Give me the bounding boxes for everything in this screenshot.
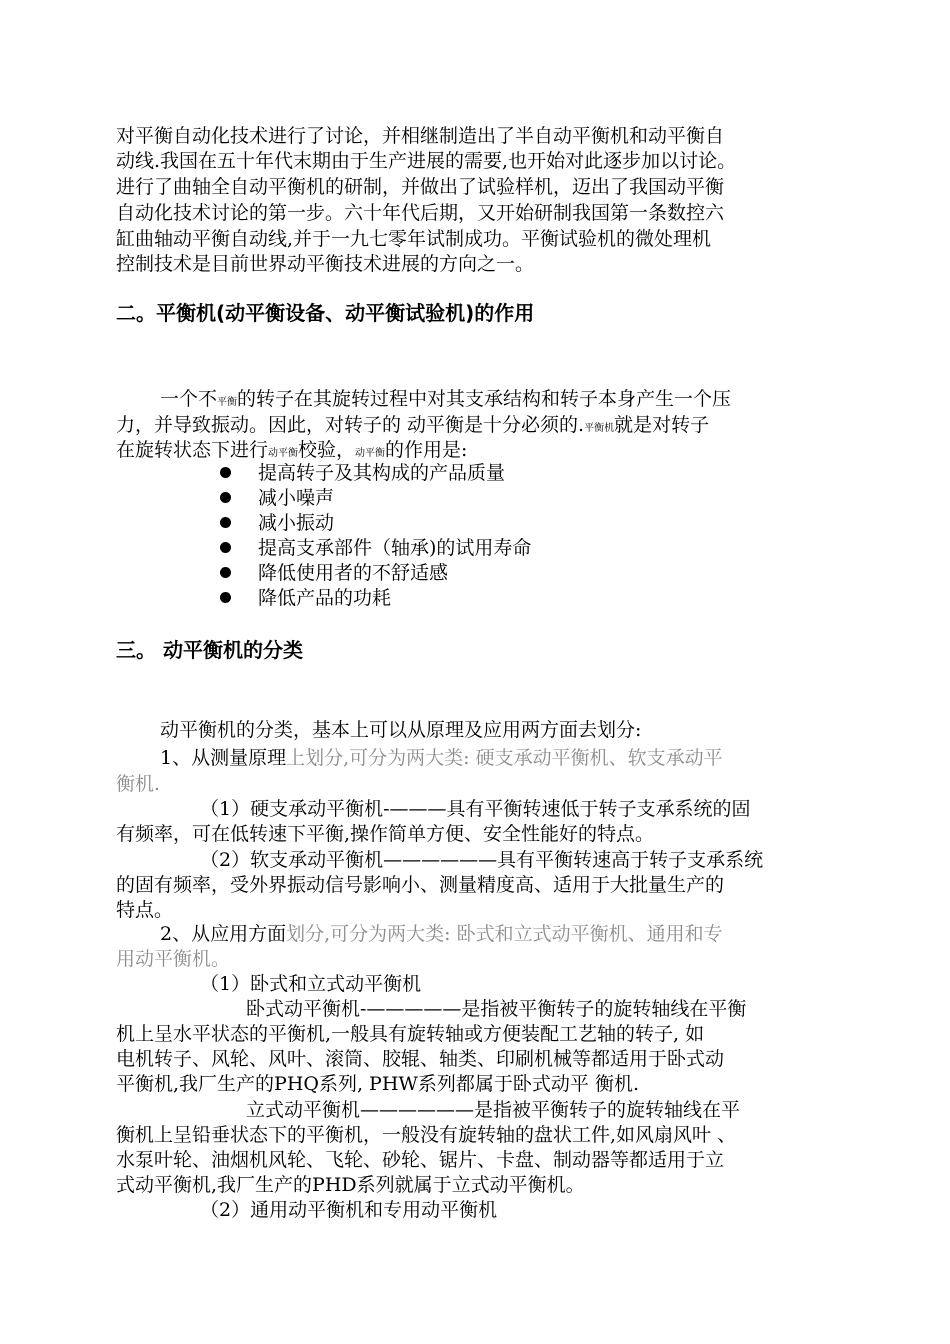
intro-line-1: 对平衡自动化技术进行了讨论，并相继制造出了半自动平衡机和动平衡自 [116, 125, 725, 147]
text-run: 就是对转子 [614, 414, 710, 436]
section-3-line: 立式动平衡机——————是指被平衡转子的旋转轴线在平 [246, 1099, 741, 1121]
section-3-line: （1）卧式和立式动平衡机 [200, 973, 422, 995]
bullet-item: 提高转子及其构成的产品质量 [258, 462, 506, 484]
bullet-dot [220, 592, 231, 603]
bullet-item: 降低使用者的不舒适感 [258, 562, 449, 584]
small-text-run: 动平衡 [355, 448, 386, 459]
section-3-line: 卧式动平衡机-—————是指被平衡转子的旋转轴线在平衡 [246, 998, 747, 1020]
section-3-line: 式动平衡机,我厂生产的PHD系列就属于立式动平衡机。 [116, 1174, 585, 1196]
text-run: 力，并导致振动。因此，对转子的 动平衡是十分必须的. [116, 414, 585, 436]
section-2-para-line-2 [116, 413, 709, 441]
section-3-line: 衡机上呈铅垂状态下的平衡机，一般没有旋转轴的盘状工件,如风扇风叶 、 [116, 1124, 737, 1146]
text-run: 在旋转状态下进行 [116, 439, 269, 461]
bullet-item: 降低产品的功耗 [258, 587, 392, 609]
section-3-line: 特点。 [116, 899, 174, 921]
section-3-line: （2）通用动平衡机和专用动平衡机 [200, 1199, 498, 1221]
intro-line-5: 缸曲轴动平衡自动线,并于一九七零年试制成功。平衡试验机的微处理机 [116, 228, 712, 250]
section-3-line: 用动平衡机。 [116, 948, 231, 970]
section-3-line: 机上呈水平状态的平衡机,一般具有旋转轴或方便装配工艺轴的转子, 如 [116, 1023, 705, 1045]
text-run: 校验， [298, 439, 356, 461]
section-2-heading: 二。平衡机(动平衡设备、动平衡试验机)的作用 [116, 301, 535, 325]
bullet-dot [220, 467, 231, 478]
bullet-item: 提高支承部件（轴承)的试用寿命 [258, 537, 532, 559]
section-3-heading: 三。 动平衡机的分类 [116, 638, 303, 662]
small-text-run: 平衡 [217, 397, 238, 408]
gray-text-run: 上划分,可分为两大类: 硬支承动平衡机、软支承动平 [286, 747, 723, 769]
section-2-para-line-1 [160, 387, 731, 415]
section-3-line: 平衡机,我厂生产的PHQ系列, PHW系列都属于卧式动平 衡机. [116, 1073, 640, 1095]
bullet-dot [220, 567, 231, 578]
text-run: 2、从应用方面 [160, 923, 287, 945]
small-text-run: 动平衡 [268, 448, 299, 459]
bullet-item: 减小振动 [258, 512, 335, 534]
intro-line-3: 进行了曲轴全自动平衡机的研制，并做出了试验样机，迈出了我国动平衡 [116, 176, 725, 198]
text-run: 的转子在其旋转过程中对其支承结构和转子本身产生一个压 [237, 388, 732, 410]
section-3-line: 有频率，可在低转速下平衡,操作简单方便、安全性能好的特点。 [116, 823, 655, 845]
section-3-line [160, 922, 723, 946]
section-3-line: 衡机. [116, 773, 161, 795]
bullet-dot [220, 517, 231, 528]
text-run: 一个不 [160, 388, 218, 410]
bullet-dot [220, 542, 231, 553]
text-run: 1、从测量原理 [160, 747, 287, 769]
section-3-line: （2）软支承动平衡机——————具有平衡转速高于转子支承系统 [200, 849, 764, 871]
intro-line-2: 动线.我国在五十年代末期由于生产进展的需要,也开始对此逐步加以讨论。 [116, 150, 737, 172]
gray-text-run: 划分,可分为两大类: 卧式和立式动平衡机、通用和专 [286, 923, 723, 945]
section-3-line: 动平衡机的分类，基本上可以从原理及应用两方面去划分: [160, 719, 642, 741]
section-3-line: 的固有频率，受外界振动信号影响小、测量精度高、适用于大批量生产的 [116, 874, 725, 896]
section-3-line: 电机转子、风轮、风叶、滚筒、胶辊、轴类、印刷机械等都适用于卧式动 [116, 1048, 725, 1070]
section-3-line [160, 746, 723, 770]
section-3-line: 水泵叶轮、油烟机风轮、飞轮、砂轮、锯片、卡盘、制动器等都适用于立 [116, 1149, 725, 1171]
intro-line-4: 自动化技术讨论的第一步。六十年代后期，又开始研制我国第一条数控六 [116, 202, 725, 224]
bullet-item: 减小噪声 [258, 487, 335, 509]
section-3-line: （1）硬支承动平衡机-———具有平衡转速低于转子支承系统的固 [200, 798, 751, 820]
small-text-run: 平衡机 [584, 423, 615, 434]
intro-line-6: 控制技术是目前世界动平衡技术进展的方向之一。 [116, 253, 535, 275]
text-run: 的作用是: [385, 439, 468, 461]
bullet-dot [220, 492, 231, 503]
